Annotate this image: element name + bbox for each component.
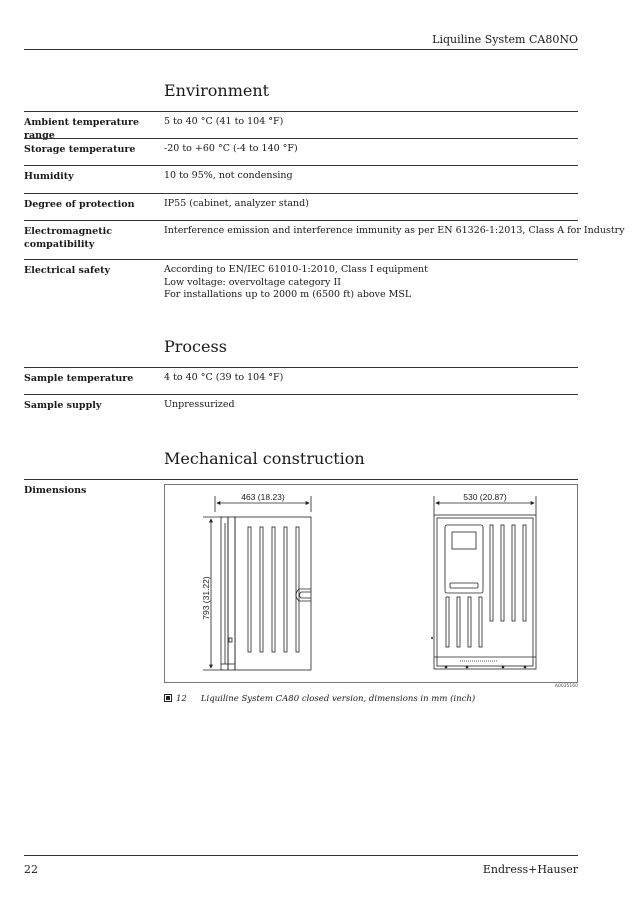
row-divider: [24, 259, 578, 260]
figure-code: A0035160: [554, 684, 578, 689]
row-label-dimensions: Dimensions: [24, 485, 87, 496]
section-title-mechanical-construction: Mechanical construction: [164, 449, 365, 468]
row-label-degree-of-protection: Degree of protection: [24, 199, 135, 210]
section-title-environment: Environment: [164, 81, 270, 100]
row-divider: [24, 111, 578, 112]
page-number: 22: [24, 863, 38, 876]
header-rule: [24, 49, 578, 50]
row-value-storage-temperature: -20 to +60 °C (-4 to 140 °F): [164, 143, 298, 154]
row-divider: [24, 367, 578, 368]
row-label-humidity: Humidity: [24, 171, 74, 182]
row-label-sample-temperature: Sample temperature: [24, 373, 134, 384]
section-title-process: Process: [164, 337, 227, 356]
side-view-drawing: [203, 496, 311, 670]
row-label-ambient-temperature: Ambient temperature range: [24, 117, 139, 141]
figure-icon: [164, 694, 172, 702]
height-dimension-label: 793 (31.22): [201, 576, 211, 620]
row-label-electromagnetic-compatibility: Electromagnetic compatibility: [24, 226, 112, 250]
row-value-ambient-temperature: 5 to 40 °C (41 to 104 °F): [164, 116, 284, 127]
row-value-electrical-safety: According to EN/IEC 61010-1:2010, Class I equipment Low voltage: overvoltage category II For installations up to 2000 m (6500 ft) above MSL: [164, 264, 428, 300]
row-value-sample-temperature: 4 to 40 °C (39 to 104 °F): [164, 372, 284, 383]
row-value-electromagnetic-compatibility: Interference emission and interference immunity as per EN 61326-1:2013, Class A for Industry: [164, 225, 625, 236]
side-width-dimension-label: 463 (18.23): [241, 492, 285, 502]
footer-rule: [24, 855, 578, 856]
figure-caption: [164, 694, 475, 704]
row-label-sample-supply: Sample supply: [24, 400, 102, 411]
row-divider: [24, 394, 578, 395]
dimensions-figure: [164, 484, 578, 683]
front-width-dimension-label: 530 (20.87): [463, 492, 507, 502]
row-value-degree-of-protection: IP55 (cabinet, analyzer stand): [164, 198, 309, 209]
row-divider: [24, 165, 578, 166]
figure-caption-text: Liquiline System CA80 closed version, dimensions in mm (inch): [200, 694, 476, 704]
footer-brand: Endress+Hauser: [482, 863, 578, 876]
row-value-sample-supply: Unpressurized: [164, 399, 235, 410]
document-header-title: Liquiline System CA80NO: [432, 33, 578, 46]
front-view-drawing: [434, 496, 536, 669]
row-label-storage-temperature: Storage temperature: [24, 144, 136, 155]
row-value-humidity: 10 to 95%, not condensing: [164, 170, 293, 181]
row-divider: [24, 138, 578, 139]
row-label-electrical-safety: Electrical safety: [24, 265, 111, 276]
row-divider: [24, 193, 578, 194]
figure-number: 12: [176, 694, 187, 704]
row-divider: [24, 479, 578, 480]
row-divider: [24, 220, 578, 221]
dimensions-drawing: [165, 485, 577, 682]
